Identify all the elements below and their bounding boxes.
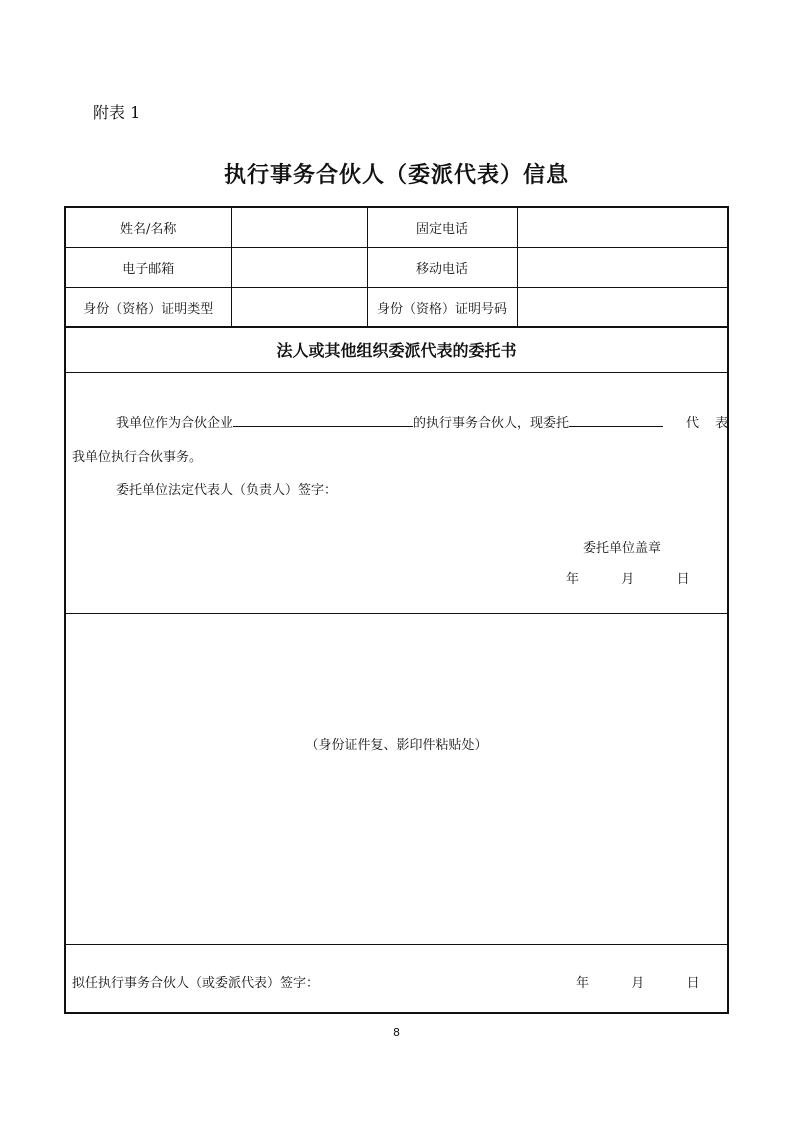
delegate-name-blank[interactable] <box>569 412 663 427</box>
letter-text-b: 的执行事务合伙人，现委托 <box>413 416 570 431</box>
signature-label: 拟任执行事务合伙人（或委派代表）签字： <box>72 976 320 991</box>
enterprise-name-blank[interactable] <box>233 412 413 427</box>
info-row-name <box>66 208 727 248</box>
section-title: 法人或其他组织委派代表的委托书 <box>66 326 727 373</box>
letter-text-c: 代 表 <box>686 416 729 431</box>
day-label: 日 <box>676 572 690 587</box>
landline-value-cell[interactable] <box>517 208 727 248</box>
id-number-value-cell[interactable] <box>517 288 727 328</box>
id-type-value-cell[interactable] <box>231 288 367 328</box>
mobile-label: 移动电话 <box>367 248 517 288</box>
landline-label: 固定电话 <box>367 208 517 248</box>
appendix-label: 附表 1 <box>93 103 141 122</box>
name-value-cell[interactable] <box>231 208 367 248</box>
email-value-cell[interactable] <box>231 248 367 288</box>
sign-month-label: 月 <box>631 976 645 991</box>
letter-line-1 <box>116 412 663 431</box>
letter-text-a: 我单位作为合伙企业 <box>116 416 234 431</box>
signature-row <box>66 945 727 1012</box>
authorization-letter <box>66 373 727 614</box>
sign-year-label: 年 <box>576 976 590 991</box>
name-label: 姓名/名称 <box>66 208 231 248</box>
info-row-id <box>66 288 727 328</box>
id-number-label: 身份（资格）证明号码 <box>367 288 517 328</box>
seal-label: 委托单位盖章 <box>583 541 662 556</box>
year-label: 年 <box>566 572 580 587</box>
id-copy-paste-area <box>66 614 727 945</box>
letter-line-3: 委托单位法定代表人（负责人）签字： <box>116 483 338 498</box>
sign-day-label: 日 <box>686 976 700 991</box>
email-label: 电子邮箱 <box>66 248 231 288</box>
signature-date <box>576 972 700 991</box>
id-copy-note: （身份证件复、影印件粘贴处） <box>305 738 488 753</box>
form-title: 执行事务合伙人（委派代表）信息 <box>223 163 569 188</box>
month-label: 月 <box>621 572 635 587</box>
info-table <box>66 208 727 328</box>
page-number: 8 <box>393 1026 400 1039</box>
id-type-label: 身份（资格）证明类型 <box>66 288 231 328</box>
letter-date <box>566 568 690 587</box>
mobile-value-cell[interactable] <box>517 248 727 288</box>
info-row-email <box>66 248 727 288</box>
form-frame <box>64 206 729 1014</box>
letter-line-2: 我单位执行合伙事务。 <box>72 450 203 465</box>
